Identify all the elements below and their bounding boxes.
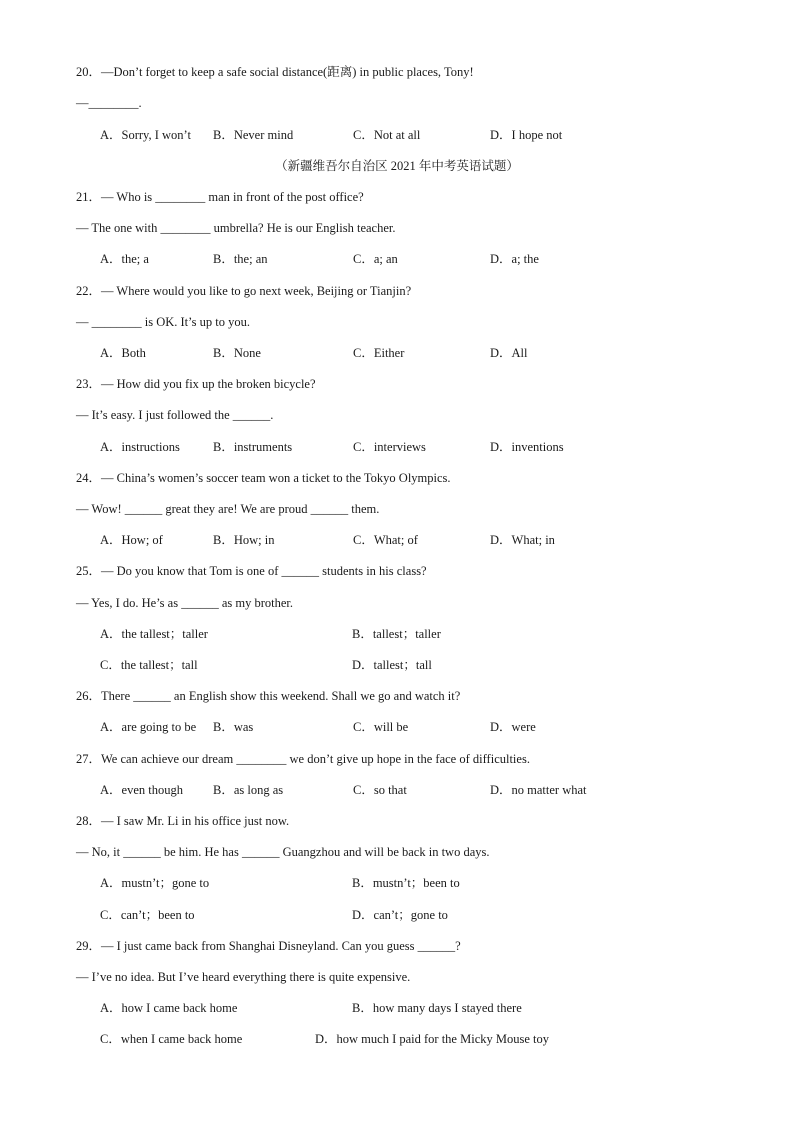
question-23-option-b[interactable]: B．instruments [213, 440, 293, 454]
question-26-stem: 26．There ______ an English show this weekend. Shall we go and watch it? [76, 689, 461, 703]
question-23-option-c[interactable]: C．interviews [353, 440, 426, 454]
question-21-response: — The one with ________ umbrella? He is our English teacher. [76, 221, 396, 235]
question-25-response: — Yes, I do. He’s as ______ as my brother. [76, 596, 294, 610]
question-22-stem: 22．— Where would you like to go next week, Beijing or Tianjin? [76, 284, 412, 298]
question-27-option-a[interactable]: A．even though [100, 783, 183, 797]
question-28-response: — No, it ______ be him. He has ______ Guangzhou and will be back in two days. [76, 845, 490, 859]
question-27-stem: 27．We can achieve our dream ________ we don’t give up hope in the face of difficulties. [76, 752, 530, 766]
question-20-option-c[interactable]: C．Not at all [353, 128, 421, 142]
question-24-stem: 24．— China’s women’s soccer team won a ticket to the Tokyo Olympics. [76, 471, 451, 485]
question-22-option-d[interactable]: D．All [490, 346, 528, 360]
question-29-option-c[interactable]: C．when I came back home [100, 1032, 243, 1046]
question-28-stem: 28．— I saw Mr. Li in his office just now. [76, 814, 290, 828]
question-23-response: — It’s easy. I just followed the ______. [76, 408, 274, 422]
question-25-option-a[interactable]: A．the tallest；taller [100, 627, 208, 641]
question-20-stem: 20．—Don’t forget to keep a safe social distance(距离) in public places, Tony! [76, 65, 474, 79]
question-28-option-c[interactable]: C．can’t；been to [100, 908, 195, 922]
question-28-option-a[interactable]: A．mustn’t；gone to [100, 876, 210, 890]
question-21-option-c[interactable]: C．a; an [353, 252, 398, 266]
question-22-response: — ________ is OK. It’s up to you. [76, 315, 250, 329]
section-source-title: （新疆维吾尔自治区 2021 年中考英语试题） [275, 159, 519, 173]
question-29-option-a[interactable]: A．how I came back home [100, 1001, 238, 1015]
question-27-option-c[interactable]: C．so that [353, 783, 407, 797]
question-22-option-a[interactable]: A．Both [100, 346, 146, 360]
question-25-option-d[interactable]: D．tallest；tall [352, 658, 432, 672]
question-27-option-d[interactable]: D．no matter what [490, 783, 587, 797]
question-29-response: — I’ve no idea. But I’ve heard everything there is quite expensive. [76, 970, 411, 984]
question-23-option-d[interactable]: D．inventions [490, 440, 564, 454]
question-24-option-b[interactable]: B．How; in [213, 533, 275, 547]
question-20-option-d[interactable]: D．I hope not [490, 128, 563, 142]
question-25-stem: 25．— Do you know that Tom is one of ______ students in his class? [76, 564, 427, 578]
question-20-option-a[interactable]: A．Sorry, I won’t [100, 128, 191, 142]
question-29-option-d[interactable]: D．how much I paid for the Micky Mouse toy [315, 1032, 549, 1046]
question-20-option-b[interactable]: B．Never mind [213, 128, 294, 142]
question-20-response: —________. [76, 96, 142, 110]
question-21-stem: 21．— Who is ________ man in front of the post office? [76, 190, 364, 204]
question-29-stem: 29．— I just came back from Shanghai Disneyland. Can you guess ______? [76, 939, 461, 953]
question-23-stem: 23．— How did you fix up the broken bicycle? [76, 377, 316, 391]
question-28-option-d[interactable]: D．can’t；gone to [352, 908, 448, 922]
question-27-option-b[interactable]: B．as long as [213, 783, 284, 797]
question-26-option-a[interactable]: A．are going to be [100, 720, 197, 734]
question-26-option-b[interactable]: B．was [213, 720, 254, 734]
question-25-option-b[interactable]: B．tallest；taller [352, 627, 441, 641]
question-25-option-c[interactable]: C．the tallest；tall [100, 658, 198, 672]
question-24-option-d[interactable]: D．What; in [490, 533, 555, 547]
question-28-option-b[interactable]: B．mustn’t；been to [352, 876, 460, 890]
question-29-option-b[interactable]: B．how many days I stayed there [352, 1001, 522, 1015]
question-21-option-d[interactable]: D．a; the [490, 252, 539, 266]
question-21-option-a[interactable]: A．the; a [100, 252, 149, 266]
question-24-option-c[interactable]: C．What; of [353, 533, 418, 547]
question-22-option-c[interactable]: C．Either [353, 346, 405, 360]
question-26-option-d[interactable]: D．were [490, 720, 536, 734]
question-23-option-a[interactable]: A．instructions [100, 440, 180, 454]
question-24-response: — Wow! ______ great they are! We are proud ______ them. [76, 502, 380, 516]
question-22-option-b[interactable]: B．None [213, 346, 261, 360]
question-21-option-b[interactable]: B．the; an [213, 252, 268, 266]
question-24-option-a[interactable]: A．How; of [100, 533, 163, 547]
question-26-option-c[interactable]: C．will be [353, 720, 409, 734]
